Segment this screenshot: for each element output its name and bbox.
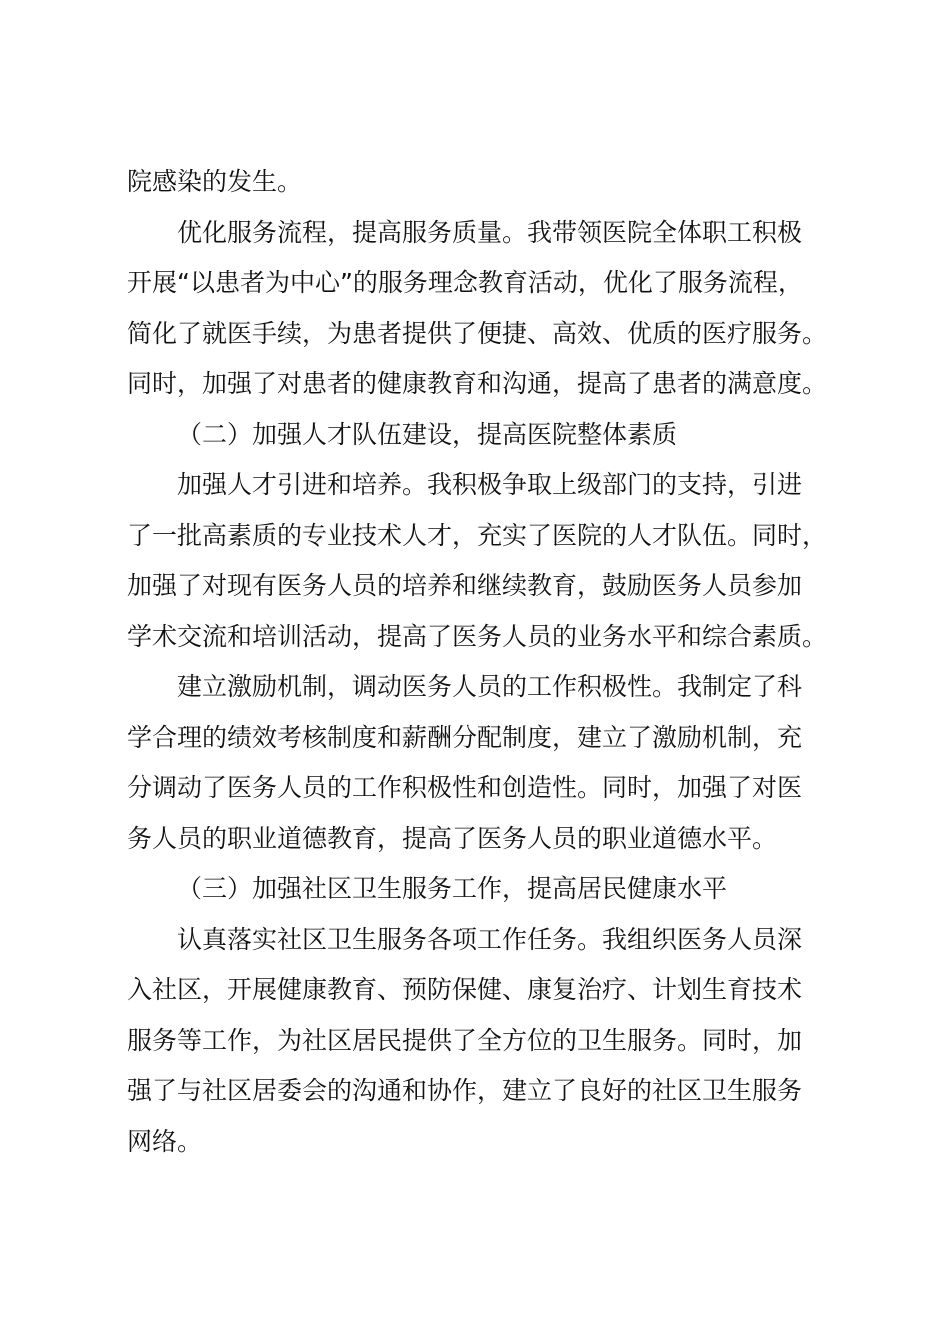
document-body: [127, 157, 867, 1167]
paragraph-incentive-mechanism: [127, 662, 867, 864]
text-line: 学合理的绩效考核制度和薪酬分配制度，建立了激励机制，充: [127, 722, 803, 752]
text-line: 分调动了医务人员的工作积极性和创造性。同时，加强了对医: [127, 773, 803, 802]
heading-line: （三）加强社区卫生服务工作，提高居民健康水平: [177, 874, 728, 903]
text-line: 院感染的发生。: [127, 167, 303, 196]
paragraph-continuation: [127, 157, 867, 208]
text-line: 学术交流和培训活动，提高了医务人员的业务水平和综合素质。: [127, 621, 828, 651]
paragraph-community-health: [127, 915, 867, 1168]
text-line: 建立激励机制，调动医务人员的工作积极性。我制定了科: [177, 672, 803, 701]
text-line: 入社区，开展健康教育、预防保健、康复治疗、计划生育技术: [127, 975, 803, 1004]
text-line: 同时，加强了对患者的健康教育和沟通，提高了患者的满意度。: [127, 369, 828, 398]
text-line: 了一批高素质的专业技术人才，充实了医院的人才队伍。同时，: [127, 520, 828, 550]
section-heading-three: [127, 864, 867, 915]
paragraph-service-process: [127, 208, 867, 410]
text-line: 开展“以患者为中心”的服务理念教育活动，优化了服务流程，: [127, 268, 803, 297]
section-heading-two: [127, 410, 867, 461]
text-line: 网络。: [127, 1126, 203, 1156]
text-line: 务人员的职业道德教育，提高了医务人员的职业道德水平。: [127, 823, 778, 853]
text-line: 优化服务流程，提高服务质量。我带领医院全体职工积极: [177, 217, 803, 247]
text-line: 强了与社区居委会的沟通和协作，建立了良好的社区卫生服务: [127, 1076, 803, 1105]
text-line: 认真落实社区卫生服务各项工作任务。我组织医务人员深: [177, 924, 803, 954]
text-line: 服务等工作，为社区居民提供了全方位的卫生服务。同时，加: [127, 1025, 803, 1055]
text-line: 简化了就医手续，为患者提供了便捷、高效、优质的医疗服务。: [127, 318, 828, 348]
heading-line: （二）加强人才队伍建设，提高医院整体素质: [177, 419, 678, 449]
paragraph-talent-recruitment: [127, 460, 867, 662]
text-line: 加强了对现有医务人员的培养和继续教育，鼓励医务人员参加: [127, 571, 803, 600]
text-line: 加强人才引进和培养。我积极争取上级部门的支持，引进: [177, 470, 803, 499]
